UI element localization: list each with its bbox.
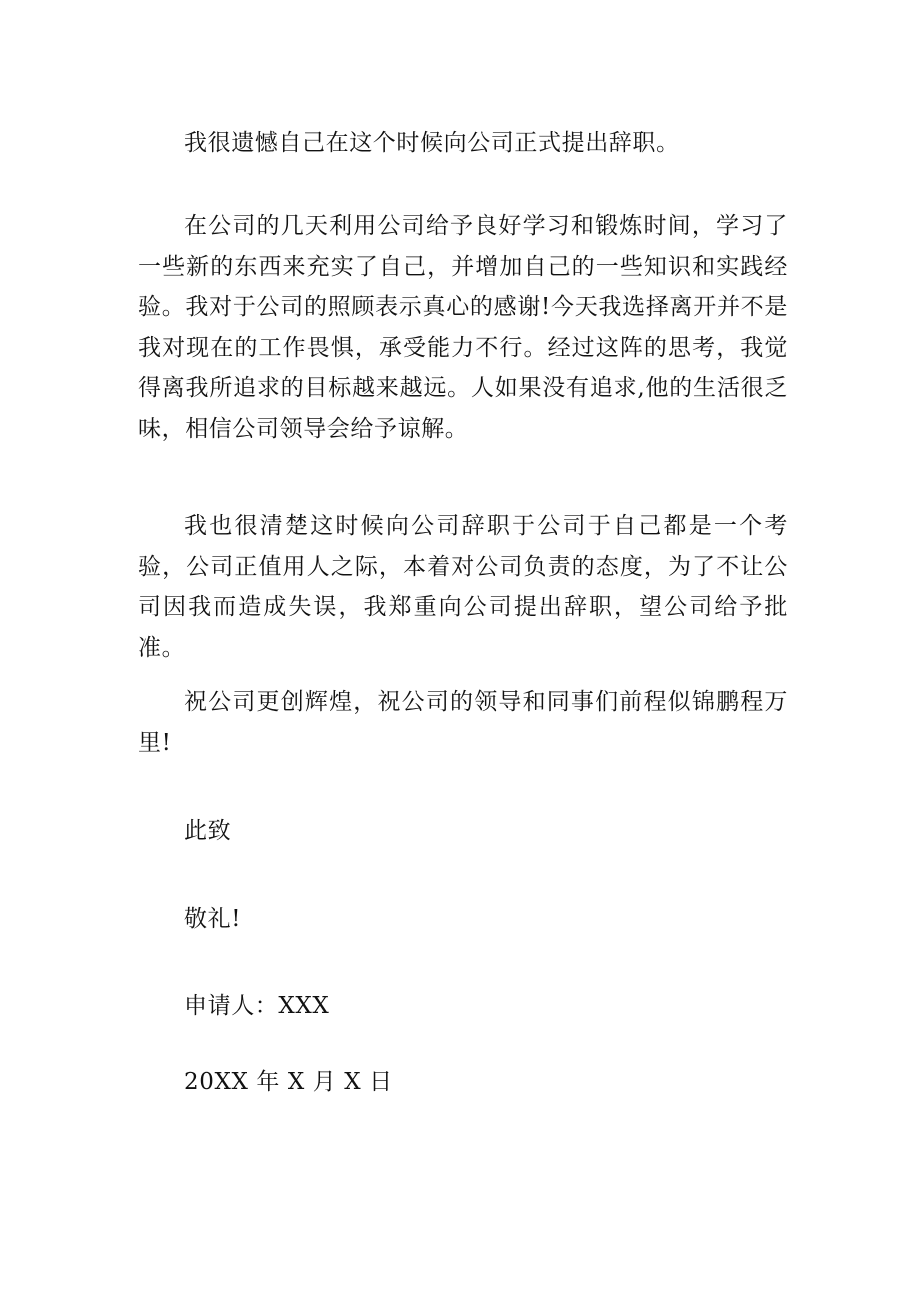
applicant-signature: 申请人：XXX <box>184 993 330 1019</box>
letter-paragraph-responsibility: 我也很清楚这时候向公司辞职于公司于自己都是一个考验，公司正值用人之际，本着对公司负责的态度，为了不让公司因我而造成失误，我郑重向公司提出辞职，望公司给予批准。 <box>138 513 788 661</box>
letter-date: 20XX 年 X 月 X 日 <box>184 1069 393 1095</box>
letter-paragraph-gratitude: 在公司的几天利用公司给予良好学习和锻炼时间，学习了一些新的东西来充实了自己，并增加自己的一些知识和实践经验。我对于公司的照顾表示真心的感谢!今天我选择离开并不是我对现在的工作畏惧，承受能力不行。经过这阵的思考，我觉得离我所追求的目标越来越远。人如果没有追求,他的生活很乏味，相信公司领导会给予谅解。 <box>138 213 788 442</box>
letter-paragraph-wishes: 祝公司更创辉煌，祝公司的领导和同事们前程似锦鹏程万里! <box>138 689 788 756</box>
letter-closing: 此致 <box>184 818 232 844</box>
letter-paragraph-opening: 我很遗憾自己在这个时候向公司正式提出辞职。 <box>184 130 680 156</box>
letter-salutation: 敬礼! <box>184 906 242 932</box>
